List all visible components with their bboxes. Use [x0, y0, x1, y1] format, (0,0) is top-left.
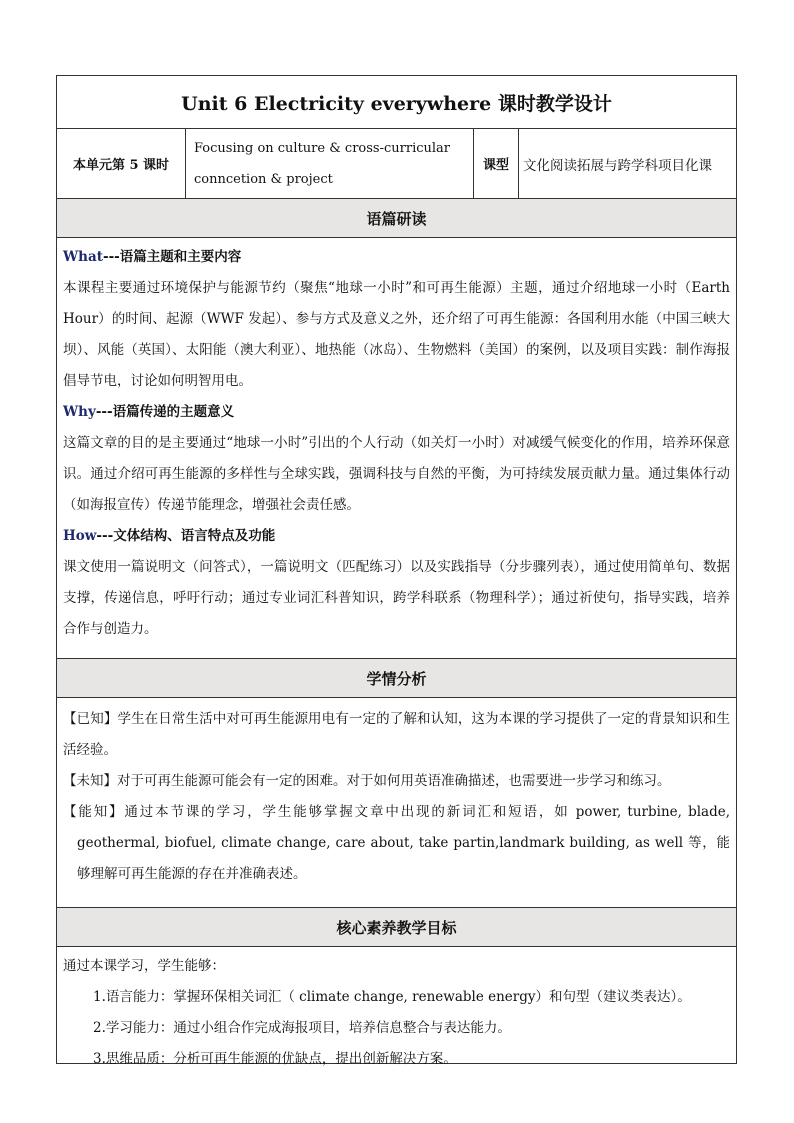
- lesson-topic-line1: Focusing on culture & cross-curricular: [194, 140, 451, 156]
- why-text: 这篇文章的目的是主要通过“地球一小时”引出的个人行动（如关灯一小时）对减缓气候变化的作用，培养环保意识。通过介绍可再生能源的多样性与全球实践，强调科技与自然的平衡，为可持续发展贡献力量。通过集体行动（如海报宣传）传递节能理念，增强社会责任感。: [63, 435, 730, 513]
- how-text: 课文使用一篇说明文（问答式），一篇说明文（匹配练习）以及实践指导（分步骤列表），通过使用简单句、数据支撑，传递信息，呼吁行动；通过专业词汇科普知识，跨学科联系（物理科学）；通过祈使句，指导实践，培养合作与创造力。: [63, 559, 730, 637]
- able-text: 【能知】通过本节课的学习，学生能够掌握文章中出现的新词汇和短语，如 power, turbine, blade, geothermal, biofuel, climate change, care about, take partin,landmark building, as well 等，能够理解可再生能源的存在并准确表述。: [63, 804, 730, 882]
- section-heading-text-study: 语篇研读: [57, 199, 736, 238]
- how-heading: How---文体结构、语言特点及功能: [63, 528, 276, 544]
- known-text: 【已知】学生在日常生活中对可再生能源用电有一定的了解和认知，这为本课的学习提供了一定的背景知识和生活经验。: [63, 711, 730, 758]
- section-heading-student-analysis: 学情分析: [57, 659, 736, 698]
- what-heading: What---语篇主题和主要内容: [63, 249, 242, 265]
- lesson-topic: [186, 129, 474, 198]
- unknown-text: 【未知】对于可再生能源可能会有一定的困难。对于如何用英语准确描述，也需要进一步学习和练习。: [63, 773, 671, 789]
- section-heading-core-goals: 核心素养教学目标: [57, 908, 736, 947]
- lesson-plan-table: [56, 75, 737, 1067]
- lesson-topic-line2: conncetion & project: [194, 171, 333, 187]
- core-goals-body: [57, 947, 736, 1067]
- document-title: Unit 6 Electricity everywhere 课时教学设计: [57, 76, 736, 129]
- lesson-number-label: 本单元第 5 课时: [57, 129, 186, 198]
- why-heading: Why---语篇传递的主题意义: [63, 404, 235, 420]
- text-study-body: [57, 238, 736, 659]
- goal-item: 3.思维品质：分析可再生能源的优缺点，提出创新解决方案。: [93, 1051, 457, 1067]
- lesson-type-label: 课型: [474, 129, 519, 198]
- goal-item: 1.语言能力：掌握环保相关词汇（ climate change, renewable energy）和句型（建议类表达）。: [93, 989, 691, 1005]
- what-text: 本课程主要通过环境保护与能源节约（聚焦“地球一小时”和可再生能源）主题，通过介绍地球一小时（Earth Hour）的时间、起源（WWF 发起）、参与方式及意义之外，还介绍了可再生能源：各国利用水能（中国三峡大坝）、风能（英国）、太阳能（澳大利亚）、地热能（冰岛）、生物燃料（美国）的案例，以及项目实践：制作海报倡导节电，讨论如何明智用电。: [63, 280, 730, 389]
- goal-item: 2.学习能力：通过小组合作完成海报项目，培养信息整合与表达能力。: [93, 1020, 511, 1036]
- meta-row: [57, 129, 736, 199]
- student-analysis-body: [57, 698, 736, 908]
- lesson-type-value: 文化阅读拓展与跨学科项目化课: [523, 157, 712, 174]
- goals-intro: 通过本课学习，学生能够：: [63, 958, 225, 974]
